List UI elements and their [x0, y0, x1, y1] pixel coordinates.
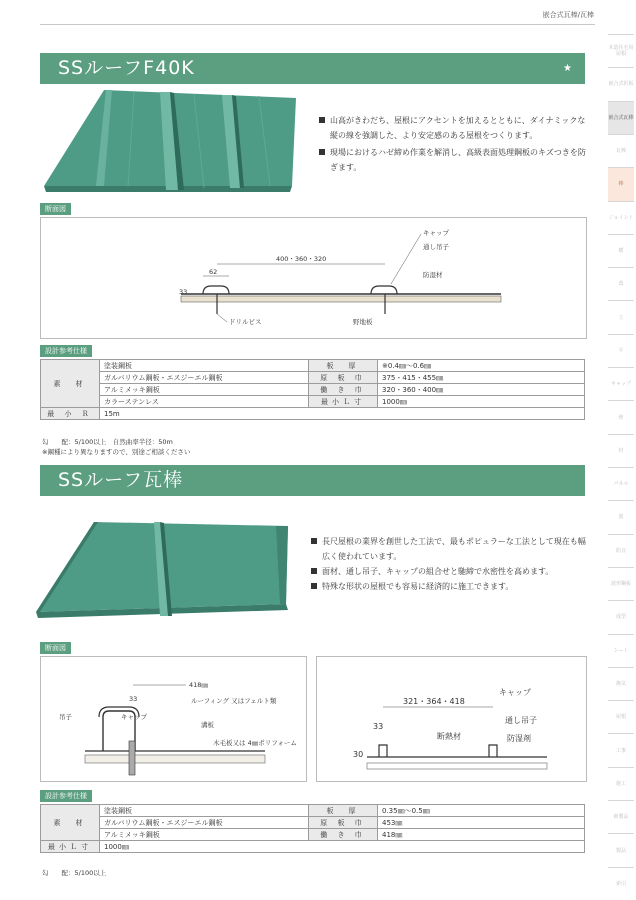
side-index-tab[interactable]: シート	[608, 634, 634, 667]
moisture-label: 防湿材	[423, 271, 443, 279]
side-index-tab[interactable]: 平	[608, 334, 634, 367]
width-dimension: 321・364・418	[403, 697, 465, 706]
side-index-tab[interactable]: 嵌合式折板	[608, 67, 634, 100]
note-line: 勾 配：5/100以上 自然曲率半径：50m	[42, 438, 173, 446]
side-index-tab[interactable]: 施工	[608, 767, 634, 800]
material-cell: アルミメッキ鋼板	[100, 384, 309, 396]
header-rule	[40, 24, 595, 25]
bullet-item: 特殊な形状の屋根でも容易に経済的に施工できます。	[310, 579, 588, 594]
side-index-tab[interactable]: ジョイント	[608, 201, 634, 234]
side-index-tab[interactable]: 屋根	[608, 700, 634, 733]
spec-head: 働 き 巾	[309, 829, 378, 841]
section2-spec-table	[40, 804, 585, 853]
side-index	[602, 34, 636, 900]
roofing-label: ルーフィング 又はフェルト類	[191, 697, 277, 705]
spec-head: 働 き 巾	[309, 384, 378, 396]
spec-head: 原 板 巾	[309, 817, 378, 829]
side-index-tab[interactable]: 新製品	[608, 800, 634, 833]
min-l-head: 最小Ｌ寸	[41, 841, 100, 853]
section2-cross-section-label: 断面図	[40, 642, 71, 654]
side-index-tab[interactable]: 換気	[608, 667, 634, 700]
min-r-value: 15m	[100, 408, 585, 420]
spec-head: 板 厚	[309, 360, 378, 372]
material-head: 素 材	[41, 360, 100, 408]
section2-notes	[42, 868, 106, 878]
side-index-tab[interactable]: パネル	[608, 467, 634, 500]
section2-spec-label: 設計参考仕様	[40, 790, 92, 802]
side-index-tab[interactable]: 横	[608, 234, 634, 267]
section1-title: SSルーフF40K	[58, 57, 195, 79]
dim-33: 33	[129, 695, 138, 703]
section1-cross-section-diagram	[40, 217, 587, 339]
clip-label: 通し吊子	[505, 716, 537, 725]
dim-33: 33	[179, 288, 188, 296]
side-index-tab[interactable]: 波	[608, 500, 634, 533]
section2-product-image	[36, 518, 292, 618]
side-index-tab[interactable]: 立	[608, 300, 634, 333]
dim-62: 62	[209, 268, 218, 276]
side-index-tab[interactable]: 材	[608, 434, 634, 467]
section2-bullets	[310, 534, 588, 594]
side-index-tab[interactable]: 波形鋼板	[608, 567, 634, 600]
side-index-tab[interactable]: 製品	[608, 833, 634, 866]
section1-spec-table	[40, 359, 585, 420]
spec-value: 0.35㎜～0.5㎜	[378, 805, 585, 817]
side-index-tab[interactable]: 瓦棒	[608, 134, 634, 167]
bullet-item: 現場におけるハゼ締め作業を解消し、高級表面処理鋼板のキズつきを防ぎます。	[318, 145, 588, 175]
section1-spec-label: 設計参考仕様	[40, 345, 92, 357]
bullet-item: 長尺屋根の業界を創世した工法で、最もポピュラーな工法として現在も幅広く使われています。	[310, 534, 588, 564]
spec-value: 1000㎜	[378, 396, 585, 408]
min-l-value: 1000㎜	[100, 841, 585, 853]
side-index-tab[interactable]: 葺	[608, 267, 634, 300]
ditch-label: 溝板	[201, 721, 214, 729]
star-icon: ★	[563, 63, 573, 74]
spec-value: 453㎜	[378, 817, 585, 829]
spec-head: 原 板 巾	[309, 372, 378, 384]
side-index-tab[interactable]: 防音	[608, 534, 634, 567]
section2-title: SSルーフ瓦棒	[58, 469, 184, 491]
material-cell: 塗装鋼板	[100, 805, 309, 817]
side-index-tab[interactable]: 成型	[608, 600, 634, 633]
side-index-tab[interactable]: 棒	[608, 167, 634, 200]
note-line: 勾 配：5/100以上	[42, 869, 107, 877]
clip-label: 通し吊子	[423, 243, 449, 251]
min-r-head: 最 小 Ｒ	[41, 408, 100, 420]
wood-label: 木毛板又は 4㎜ポリフォーム	[213, 739, 297, 747]
cap-label: キャップ	[499, 688, 531, 697]
side-index-tab[interactable]: キャップ	[608, 367, 634, 400]
width-dimension: 418㎜	[189, 681, 208, 689]
material-cell: アルミメッキ鋼板	[100, 829, 309, 841]
spec-value: 418㎜	[378, 829, 585, 841]
clip-label: 吊子	[59, 713, 72, 721]
dim-33: 33	[373, 722, 384, 731]
spec-head: 最小Ｌ寸	[309, 396, 378, 408]
material-cell: 塗装鋼板	[100, 360, 309, 372]
side-index-tab[interactable]: 索引	[608, 867, 634, 900]
material-cell: カラーステンレス	[100, 396, 309, 408]
section1-cross-section-label: 断面図	[40, 203, 71, 215]
material-cell: ガルバリウム鋼板・エスジーエル鋼板	[100, 372, 309, 384]
cap-label: キャップ	[121, 713, 147, 721]
section1-bullets	[318, 113, 588, 175]
section1-product-image	[44, 86, 296, 194]
side-index-tab[interactable]: 嵌合式瓦棒	[608, 101, 634, 134]
spec-value: 375・415・455㎜	[378, 372, 585, 384]
material-head: 素 材	[41, 805, 100, 841]
side-index-tab[interactable]: 工事	[608, 733, 634, 766]
side-index-tab[interactable]: 壁	[608, 400, 634, 433]
note-line: ※鋼種により異なりますので、別途ご相談ください	[42, 448, 191, 456]
board-label: 野地板	[353, 318, 373, 326]
side-index-tab[interactable]: 木造住宅用屋根	[608, 34, 634, 67]
section1-banner	[40, 53, 585, 84]
section2-cross-section-left	[40, 656, 307, 782]
section2-banner	[40, 465, 585, 496]
moisture-label: 防湿剤	[507, 734, 531, 743]
bullet-item: 山高がきわだち、屋根にアクセントを加えるとともに、ダイナミックな縦の線を強調した、より安定感のある屋根をつくります。	[318, 113, 588, 143]
dim-30: 30	[353, 750, 364, 759]
spec-value: ※0.4㎜～0.6㎜	[378, 360, 585, 372]
spec-head: 板 厚	[309, 805, 378, 817]
header-category: 嵌合式瓦棒/瓦棒	[542, 11, 594, 19]
section1-notes	[42, 437, 190, 457]
material-cell: ガルバリウム鋼板・エスジーエル鋼板	[100, 817, 309, 829]
bullet-item: 面材、通し吊子、キャップの組合せと馳締で水密性を高めます。	[310, 564, 588, 579]
width-dimension: 400・360・320	[276, 255, 327, 263]
cap-label: キャップ	[423, 229, 449, 237]
spec-value: 320・360・400㎜	[378, 384, 585, 396]
drill-label: ドリルビス	[229, 318, 262, 326]
section2-cross-section-right	[316, 656, 587, 782]
insulation-label: 断熱材	[437, 732, 461, 741]
